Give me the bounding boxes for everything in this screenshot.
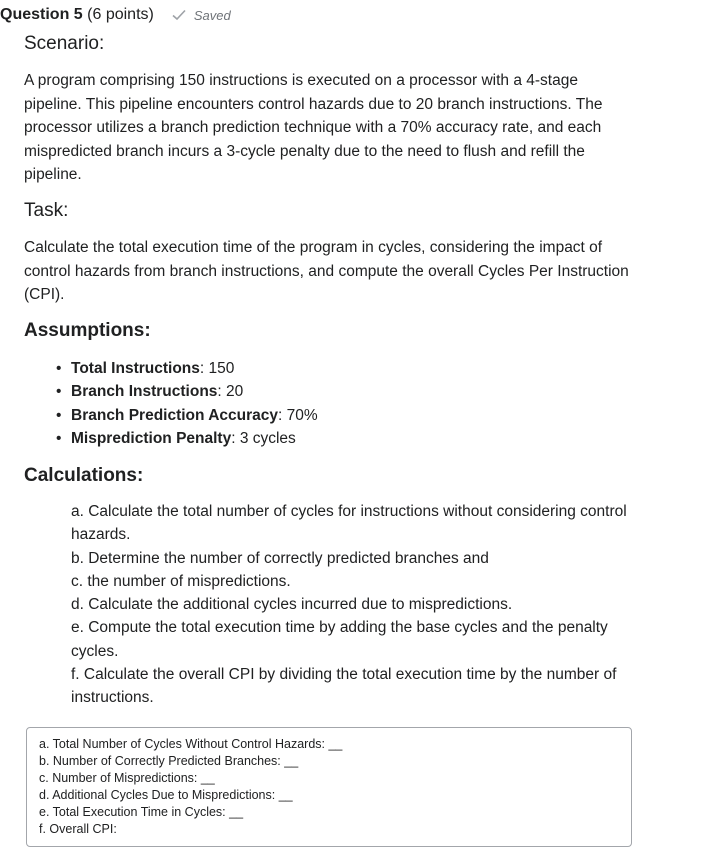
assumptions-heading: Assumptions: — [24, 320, 151, 341]
saved-label: Saved — [193, 7, 231, 23]
list-item: e. Compute the total execution time by adding the base cycles and the penalty cycles. — [71, 619, 608, 660]
scenario-text: A program comprising 150 instructions is executed on a processor with a 4-stage pipeline. This pipeline encounters control hazards due to 20 branch instructions. The processor utilizes a branch prediction technique with a 70% accuracy rate, and each mispredicted branch incurs a 3-cycle penalty due to the need to flush and refill the pipeline. — [24, 72, 603, 183]
question-header — [0, 4, 231, 26]
answer-line: d. Additional Cycles Due to Mispredictions: __ — [39, 788, 293, 802]
assumption-value: : 70% — [278, 406, 318, 424]
list-item: b. Determine the number of correctly predicted branches and — [71, 549, 489, 567]
assumption-label: Total Instructions — [71, 360, 200, 377]
assumption-label: Misprediction Penalty — [71, 429, 232, 447]
scenario-heading: Scenario: — [24, 33, 105, 54]
list-item — [24, 427, 318, 450]
answer-line: f. Overall CPI: — [39, 822, 117, 836]
checkmark-icon — [172, 9, 186, 21]
answer-line: b. Number of Correctly Predicted Branches: __ — [39, 754, 299, 768]
answer-line: c. Number of Mispredictions: __ — [39, 771, 215, 785]
question-title — [0, 6, 154, 24]
list-item: a. Calculate the total number of cycles for instructions without considering control hazards. — [71, 503, 627, 544]
list-item: c. the number of mispredictions. — [71, 572, 291, 590]
question-points: (6 points) — [87, 6, 154, 23]
calculations-heading: Calculations: — [24, 465, 144, 486]
list-item: d. Calculate the additional cycles incurred due to mispredictions. — [71, 596, 513, 614]
task-heading: Task: — [24, 200, 69, 221]
assumption-value: : 20 — [217, 383, 244, 401]
list-item — [24, 404, 318, 427]
task-text: Calculate the total execution time of the program in cycles, considering the impact of control hazards from branch instructions, and compute the overall Cycles Per Instruction (CPI). — [24, 239, 629, 303]
list-item — [24, 380, 318, 403]
question-label: Question 5 — [0, 6, 83, 23]
list-item: f. Calculate the overall CPI by dividing the total execution time by the number of instructions. — [71, 666, 617, 707]
assumption-value: : 150 — [199, 360, 235, 377]
calculations-list — [71, 500, 636, 710]
answer-line: e. Total Execution Time in Cycles: __ — [39, 805, 244, 819]
assumptions-list — [24, 357, 318, 450]
assumption-value: : 3 cycles — [231, 429, 296, 447]
assumption-label: Branch Prediction Accuracy — [71, 406, 279, 424]
list-item — [24, 357, 318, 380]
assumption-label: Branch Instructions — [71, 383, 218, 401]
answer-line: a. Total Number of Cycles Without Control Hazards: __ — [39, 737, 343, 751]
saved-status — [172, 8, 231, 23]
answer-textarea[interactable] — [26, 727, 632, 847]
